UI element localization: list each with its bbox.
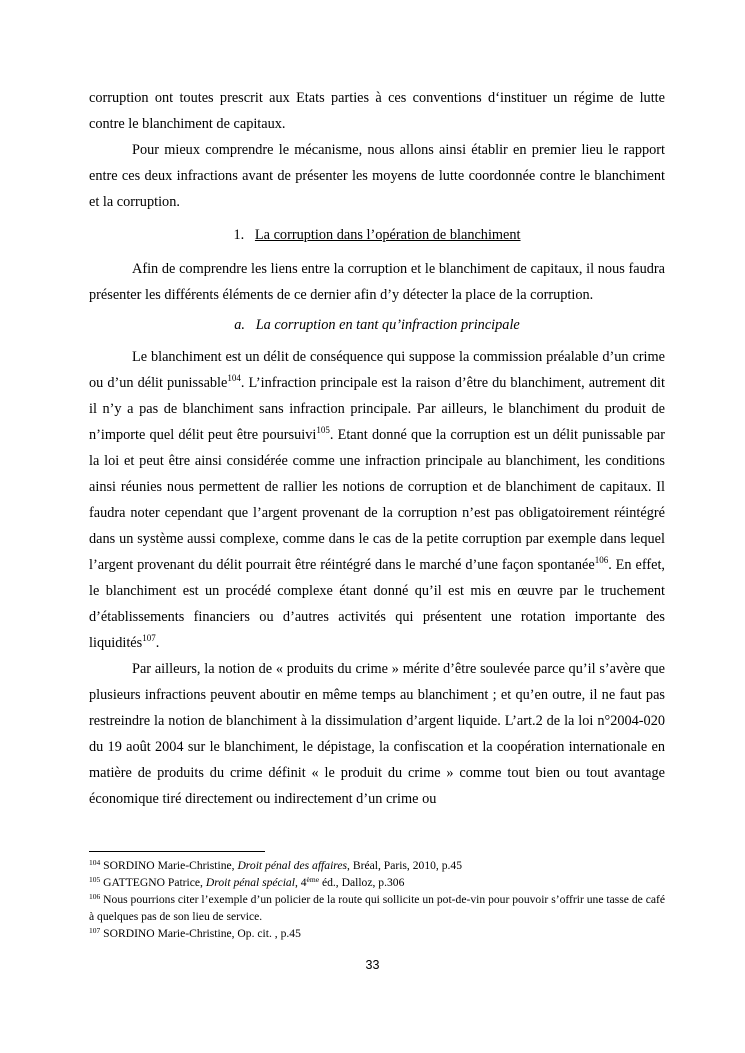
footnote-author: SORDINO Marie-Christine, xyxy=(100,859,238,872)
paragraph-intro: Pour mieux comprendre le mécanisme, nous allons ainsi établir en premier lieu le rapport entre ces deux infractions avant de présenter les moyens de lutte coordonnée contre le blanchiment et la corruption. xyxy=(89,142,665,210)
footnote-106 xyxy=(89,891,665,925)
footnote-number: 105 xyxy=(89,875,101,884)
body-text xyxy=(89,85,665,812)
subsection-title: La corruption en tant qu’infraction principale xyxy=(255,317,520,333)
footnote-details: , Bréal, Paris, 2010, p.45 xyxy=(347,859,463,872)
footnote-book-title: Droit pénal spécial xyxy=(205,876,295,889)
footnote-number: 104 xyxy=(89,858,101,867)
footnote-107 xyxy=(89,925,665,942)
footnote-105 xyxy=(89,874,665,891)
footnote-104 xyxy=(89,857,665,874)
subsection-letter: a. xyxy=(234,317,245,333)
text-run: . xyxy=(155,635,160,651)
footnote-details: , 4 xyxy=(294,876,307,889)
footnote-ref-105[interactable]: 105 xyxy=(316,425,330,435)
section-title: La corruption dans l’opération de blanchiment xyxy=(254,227,521,243)
footnote-ref-106[interactable]: 106 xyxy=(594,555,609,565)
footnotes xyxy=(89,857,665,942)
paragraph-intro-continued: corruption ont toutes prescrit aux Etats parties à ces conventions d‘instituer un régime de lutte contre le blanchiment de capitaux. xyxy=(89,90,665,132)
paragraph-section-1: Afin de comprendre les liens entre la corruption et le blanchiment de capitaux, il nous faudra présenter les différents éléments de ce dernier afin d’y détecter la place de la corruption. xyxy=(89,261,665,303)
footnote-author: GATTEGNO Patrice, xyxy=(100,876,206,889)
footnote-separator xyxy=(89,851,265,852)
footnote-number: 106 xyxy=(89,892,101,901)
section-heading-1 xyxy=(89,222,665,248)
edition-superscript: ème xyxy=(306,875,320,884)
footnote-text: Nous pourrions citer l’exemple d’un policier de la route qui sollicite un pot-de-vin pour pouvoir s’offrir une tasse de café à quelques pas de son lieu de service. xyxy=(89,893,665,923)
footnote-ref-107[interactable]: 107 xyxy=(142,633,156,643)
footnote-text: SORDINO Marie-Christine, Op. cit. , p.45 xyxy=(100,927,301,940)
text-run: . Etant donné que la corruption est un délit punissable par la loi et peut être ainsi considérée comme une infraction principale au blanchiment, les conditions ainsi réunies nous permettent de rallier les notions de corruption et de blanchiment de capitaux. Il faudra noter cependant que l’argent provenant de la corruption n’est pas obligatoirement réintégré dans un système aussi complexe, comme dans le cas de la petite corruption par exemple dans lequel l’argent provenant du délit pourrait être réintégré dans le marché d’une façon spontanée xyxy=(89,427,665,573)
footnote-details: éd., Dalloz, p.306 xyxy=(319,876,405,889)
footnote-book-title: Droit pénal des affaires xyxy=(237,859,348,872)
section-number: 1. xyxy=(233,227,245,243)
paragraph-produits-du-crime: Par ailleurs, la notion de « produits du crime » mérite d’être soulevée parce qu’il s’avère que plusieurs infractions peuvent aboutir en même temps au blanchiment ; et qu’en outre, il ne faut pas restreindre la notion de blanchiment à la dissimulation d’argent liquide. L’art.2 de la loi n°2004-020 du 19 août 2004 sur le blanchiment, le dépistage, la confiscation et la coopération internationale en matière de produits du crime définit « le produit du crime » comme tout bien ou tout avantage économique tiré directement ou indirectement d’un crime ou xyxy=(89,661,665,807)
text-run: . En effet, le blanchiment est un procédé complexe étant donné qu’il est mis en œuvre par le truchement d’établissements financiers ou d’autres activités qui présentent une rotation importante des liquidités xyxy=(89,557,665,651)
text-run: Le blanchiment est un délit de conséquence qui suppose la commission préalable d’un crime ou d’un délit punissable xyxy=(89,349,665,391)
footnote-ref-104[interactable]: 104 xyxy=(227,373,241,383)
page-number: 33 xyxy=(365,958,380,972)
footnote-number: 107 xyxy=(89,926,101,935)
paragraph-infraction-principale xyxy=(89,344,665,656)
subsection-heading-a xyxy=(89,312,665,338)
text-run: . L’infraction principale est la raison d’être du blanchiment, autrement dit il n’y a pas de blanchiment sans infraction principale. Par ailleurs, le blanchiment du produit de n’importe quel délit peut être poursuivi xyxy=(89,375,666,443)
